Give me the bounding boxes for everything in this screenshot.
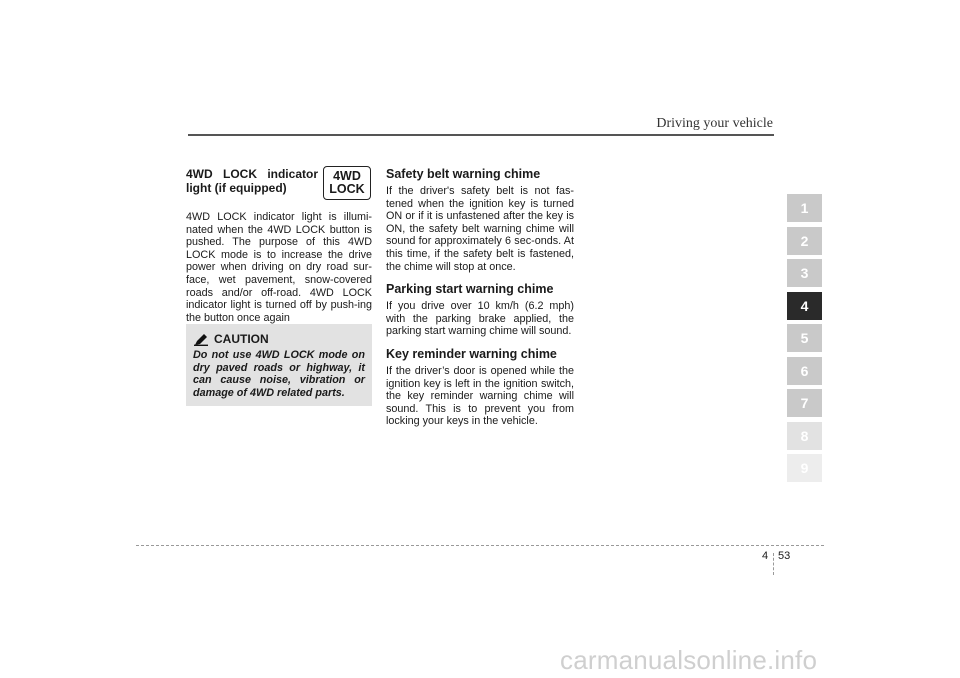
right-column [386,167,574,437]
section-heading: Key reminder warning chime [386,346,557,361]
watermark: carmanualsonline.info [560,645,818,675]
pencil-icon [194,333,208,346]
chapter-tab[interactable]: 1 [787,194,822,222]
footer-divider [136,545,824,546]
caution-label: CAUTION [214,332,269,346]
indicator-line2: LOCK [329,182,365,196]
footer-separator [773,553,774,575]
chapter-tab[interactable]: 6 [787,357,822,385]
4wd-lock-indicator-icon [323,166,371,200]
caution-header [194,332,269,346]
section-body: If the driver’s door is opened while the ignition key is left in the ignition switch, the key reminder warning chime will sound. This is to prevent you from locking your keys in the vehicle. [386,364,574,428]
indicator-body: 4WD LOCK indicator light is illumi-nated when the 4WD LOCK button is pushed. The purpose of this 4WD LOCK mode is to increase the drive power when driving on dry road sur-face, wet pavement, snow-covered roads and/or off-road. 4WD LOCK indicator light is turned off by push-ing the button once again [186,211,372,324]
left-column [186,167,372,333]
section-body: If the driver's safety belt is not fas-tened when the ignition key is turned ON or if it is unfastened after the key is ON, the safety belt warning chime will sound for approximately 6 sec-onds. At this time, if the safety belt is fastened, the chime will stop at once. [386,185,574,273]
chapter-tabs [787,194,822,487]
section-heading: Parking start warning chime [386,282,554,297]
chapter-tab[interactable]: 7 [787,389,822,417]
chapter-tab[interactable]: 8 [787,422,822,450]
caution-box [186,324,372,406]
indicator-line1: 4WD [333,169,361,183]
chapter-tab[interactable]: 5 [787,324,822,352]
chapter-tab[interactable]: 2 [787,227,822,255]
caution-text: Do not use 4WD LOCK mode on dry paved roads or highway, it can cause noise, vibration or damage of 4WD related parts. [193,349,365,399]
header-divider [188,134,774,136]
page-number: 53 [778,550,791,562]
chapter-tab[interactable]: 9 [787,454,822,482]
chapter-tab-active[interactable]: 4 [787,292,822,320]
chapter-tab[interactable]: 3 [787,259,822,287]
header-title: Driving your vehicle [656,116,773,131]
section-body: If you drive over 10 km/h (6.2 mph) with the parking brake applied, the parking start warning chime will sound. [386,300,574,338]
chapter-number: 4 [762,550,769,562]
indicator-title-block [186,167,372,211]
indicator-heading: 4WD LOCK indicator light (if equipped) [186,167,318,195]
section-heading: Safety belt warning chime [386,167,541,181]
